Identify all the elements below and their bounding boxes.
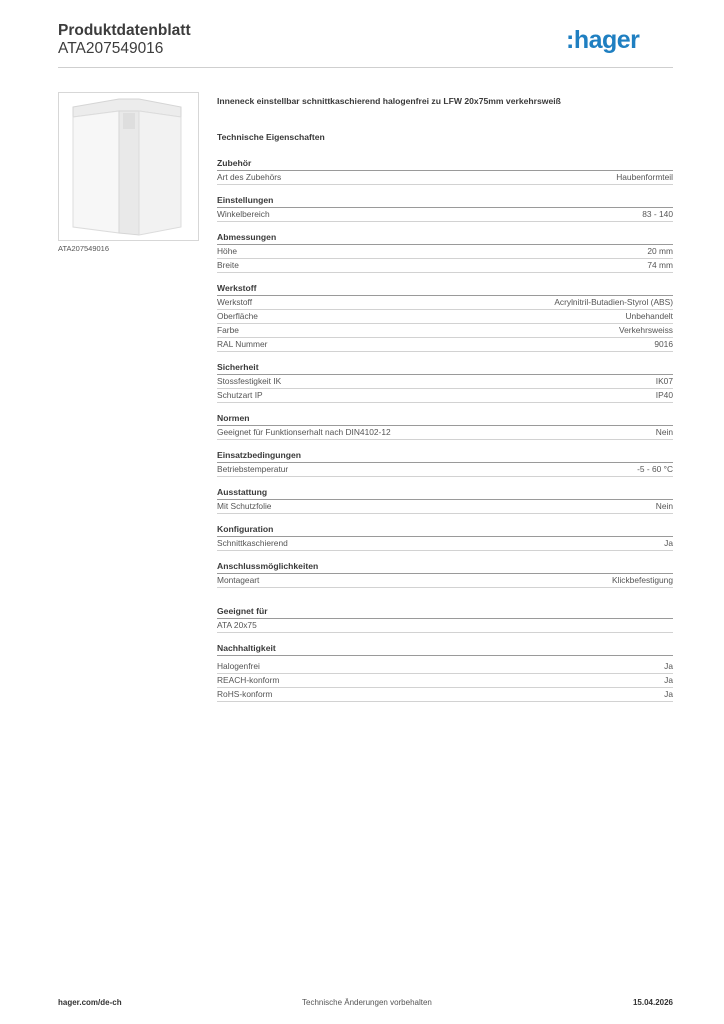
spec-label: Mit Schutzfolie <box>217 501 272 511</box>
spec-value: IP40 <box>655 390 673 400</box>
spec-value: 20 mm <box>647 246 673 256</box>
spec-label: RoHS-konform <box>217 689 273 699</box>
spec-value: 9016 <box>654 339 673 349</box>
spec-row <box>217 688 673 702</box>
tech-heading: Technische Eigenschaften <box>217 132 325 142</box>
header-divider <box>58 67 673 68</box>
section-title: Normen <box>217 413 673 426</box>
spec-label: Betriebstemperatur <box>217 464 289 474</box>
spec-label: Halogenfrei <box>217 661 260 671</box>
section-title: Zubehör <box>217 158 673 171</box>
spec-value: -5 - 60 °C <box>637 464 673 474</box>
section-title: Anschlussmöglichkeiten <box>217 561 673 574</box>
spec-label: Winkelbereich <box>217 209 270 219</box>
spec-label: Werkstoff <box>217 297 253 307</box>
spec-row <box>217 338 673 352</box>
spec-value: Nein <box>655 427 673 437</box>
spec-label: ATA 20x75 <box>217 620 257 630</box>
spec-value: IK07 <box>655 376 673 386</box>
spec-row <box>217 619 673 633</box>
spec-value: Ja <box>664 661 673 671</box>
section-ausstattung <box>217 487 673 514</box>
main-content <box>217 96 673 712</box>
spec-label: Art des Zubehörs <box>217 172 282 182</box>
spec-row <box>217 259 673 273</box>
section-title: Geeignet für <box>217 606 673 619</box>
spec-value: Klickbefestigung <box>612 575 673 585</box>
section-title: Einsatzbedingungen <box>217 450 673 463</box>
article-number: ATA207549016 <box>58 40 164 57</box>
spec-row <box>217 171 673 185</box>
spec-row <box>217 389 673 403</box>
section-normen <box>217 413 673 440</box>
spec-value: 83 - 140 <box>642 209 673 219</box>
spec-row <box>217 324 673 338</box>
spec-value: Acrylnitril-Butadien-Styrol (ABS) <box>554 297 673 307</box>
spec-row <box>217 574 673 588</box>
section-einsatzbedingungen <box>217 450 673 477</box>
spec-row <box>217 245 673 259</box>
logo-text: hager <box>573 26 640 54</box>
spec-value: Haubenformteil <box>616 172 673 182</box>
spec-value: Nein <box>655 501 673 511</box>
section-title: Sicherheit <box>217 362 673 375</box>
spec-row <box>217 500 673 514</box>
section-abmessungen <box>217 232 673 273</box>
product-image <box>58 92 199 241</box>
spec-row <box>217 660 673 674</box>
spec-label: REACH-konform <box>217 675 280 685</box>
spec-value: Ja <box>664 538 673 548</box>
spec-row <box>217 296 673 310</box>
spec-label: Schutzart IP <box>217 390 263 400</box>
spec-label: RAL Nummer <box>217 339 268 349</box>
spec-row <box>217 463 673 477</box>
spec-label: Oberfläche <box>217 311 258 321</box>
page-title: Produktdatenblatt <box>58 22 191 39</box>
image-caption: ATA207549016 <box>58 244 110 253</box>
spec-row <box>217 426 673 440</box>
spec-row <box>217 375 673 389</box>
spec-label: Farbe <box>217 325 239 335</box>
footer-notice: Technische Änderungen vorbehalten <box>302 998 432 1007</box>
spec-value: Unbehandelt <box>625 311 673 321</box>
section-title: Einstellungen <box>217 195 673 208</box>
spec-row <box>217 208 673 222</box>
spec-label: Schnittkaschierend <box>217 538 288 548</box>
spec-label: Höhe <box>217 246 238 256</box>
section-title: Konfiguration <box>217 524 673 537</box>
section-nachhaltigkeit <box>217 643 673 702</box>
spec-value: Verkehrsweiss <box>619 325 673 335</box>
spec-label: Geeignet für Funktionserhalt nach DIN4102-12 <box>217 427 391 437</box>
section-werkstoff <box>217 283 673 352</box>
spec-row <box>217 310 673 324</box>
spec-label: Breite <box>217 260 239 270</box>
section-zubehoer <box>217 158 673 185</box>
spec-value: Ja <box>664 675 673 685</box>
spec-row <box>217 537 673 551</box>
product-description: Inneneck einstellbar schnittkaschierend halogenfrei zu LFW 20x75mm verkehrsweiß <box>217 96 561 106</box>
spec-label: Stossfestigkeit IK <box>217 376 282 386</box>
section-title: Ausstattung <box>217 487 673 500</box>
section-title: Werkstoff <box>217 283 673 296</box>
spec-value: 74 mm <box>647 260 673 270</box>
section-geeignet-fuer <box>217 606 673 633</box>
footer-website-link[interactable]: hager.com/de-ch <box>58 998 122 1007</box>
section-sicherheit <box>217 362 673 403</box>
section-title: Abmessungen <box>217 232 673 245</box>
hager-logo: :hager <box>566 26 640 54</box>
section-konfiguration <box>217 524 673 551</box>
footer-date: 15.04.2026 <box>632 998 673 1007</box>
section-einstellungen <box>217 195 673 222</box>
section-anschluss <box>217 561 673 588</box>
spec-value: Ja <box>664 689 673 699</box>
spec-row <box>217 674 673 688</box>
section-title: Nachhaltigkeit <box>217 643 673 656</box>
spec-label: Montageart <box>217 575 260 585</box>
